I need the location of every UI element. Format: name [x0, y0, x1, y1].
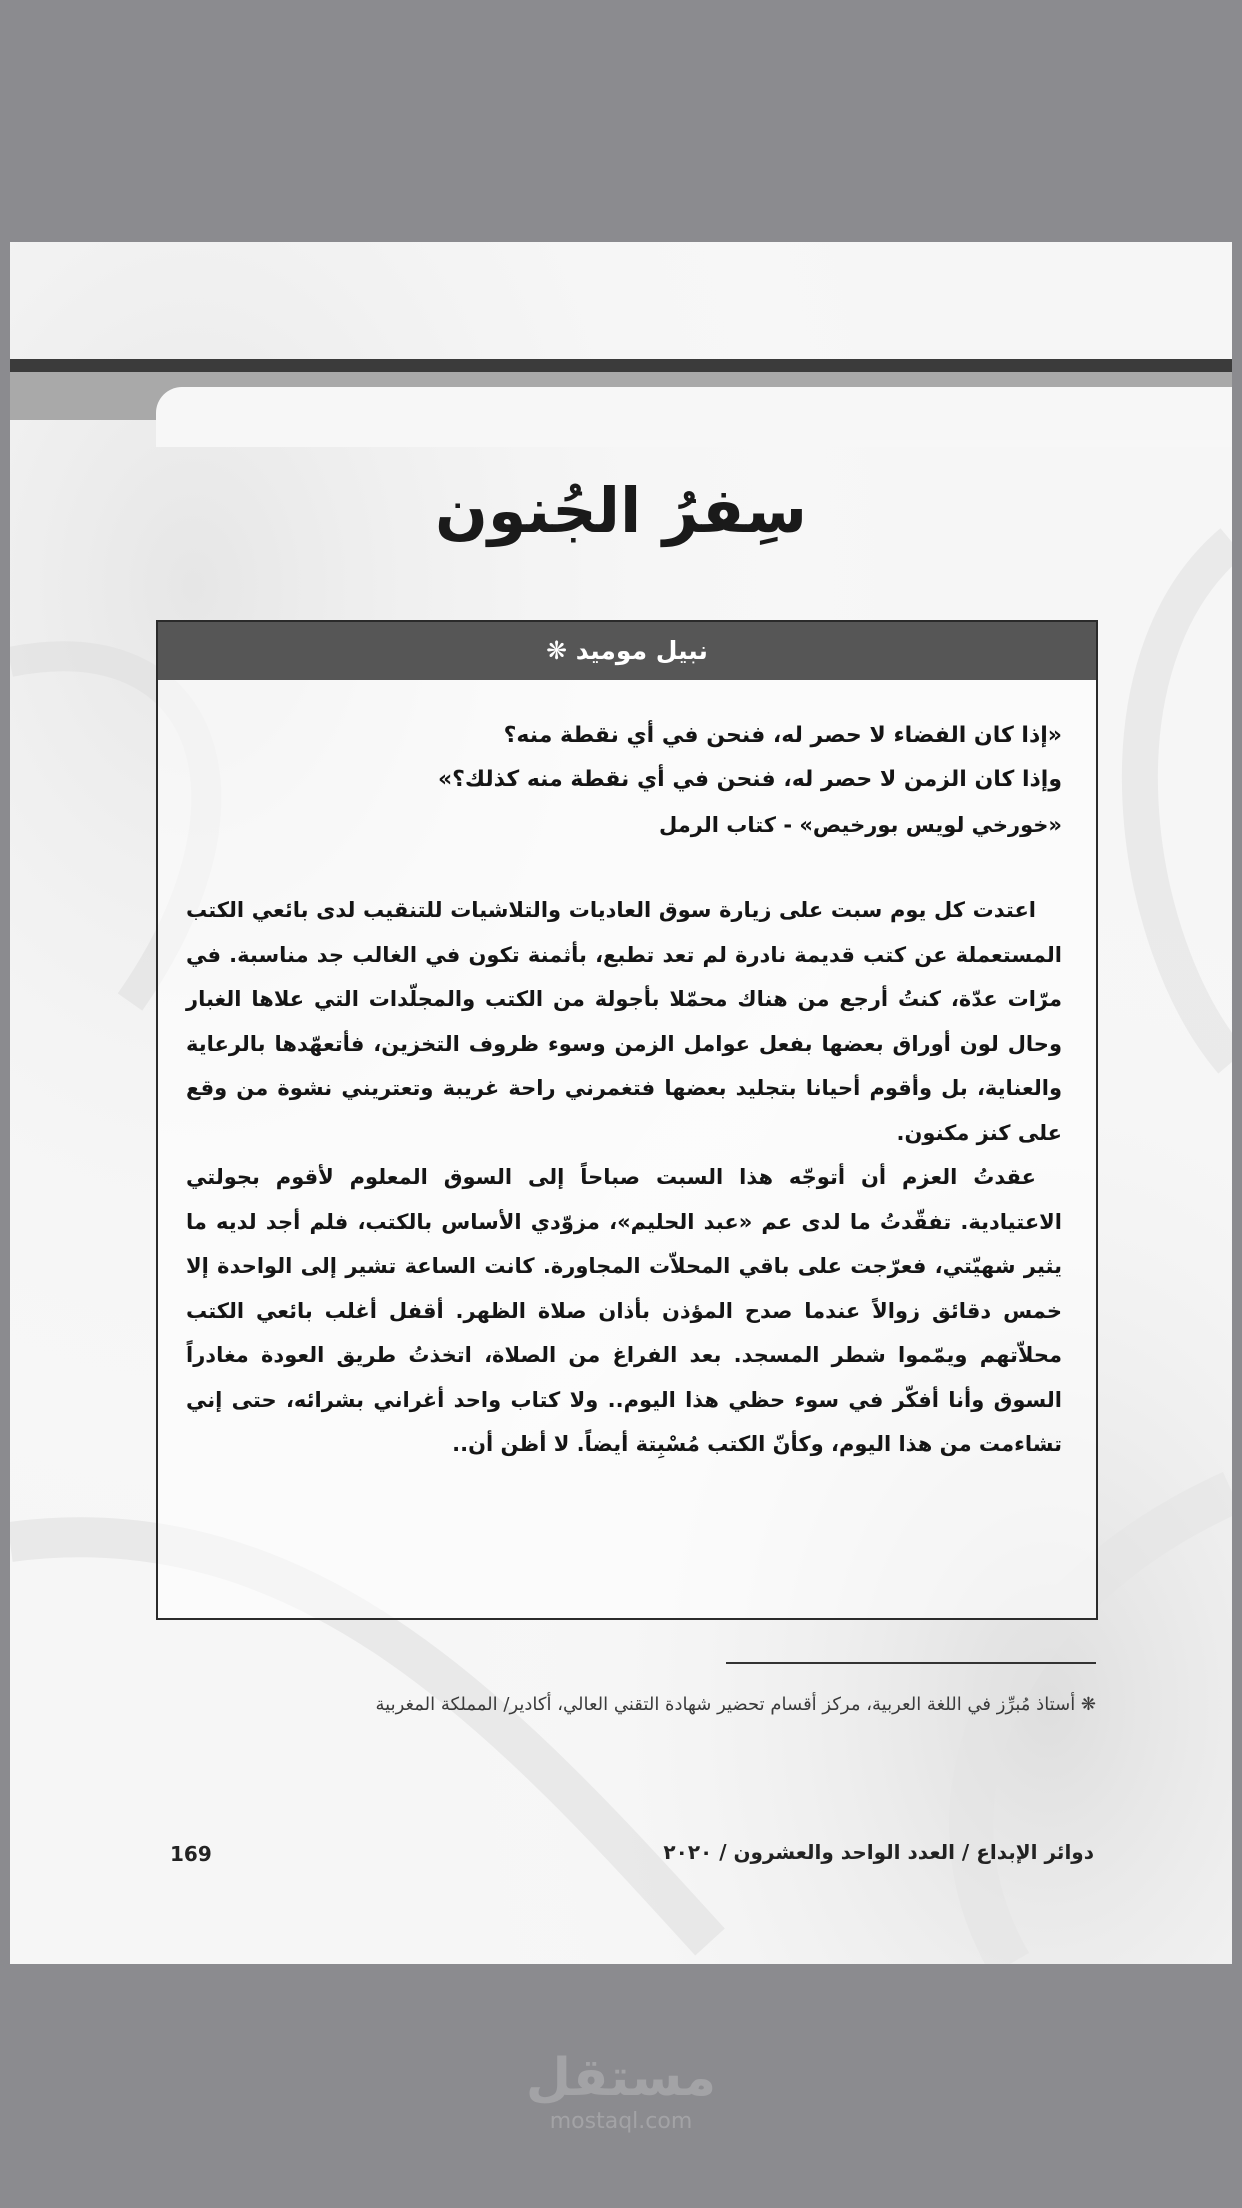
epigraph-line-2: وإذا كان الزمن لا حصر له، فنحن في أي نقطة منه كذلك؟»	[437, 767, 1062, 792]
paragraph-1: اعتدت كل يوم سبت على زيارة سوق العاديات والتلاشيات للتنقيب لدى بائعي الكتب المستعملة عن كتب قديمة نادرة لم تعد تطبع، بأثمنة تكون في الغالب جد مناسبة. في مرّات عدّة، كنتُ أرجع من هناك محمّلا بأجولة من الكتب والمجلّدات التي علاها الغبار وحال لون أوراق بعضها بفعل عوامل الزمن وسوء ظروف التخزين، فأتعهّدها بالرعاية والعناية، بل وأقوم أحيانا بتجليد بعضها فتغمرني راحة غريبة وتعتريني نشوة من وقع على كنز مكنون.	[186, 898, 1062, 1145]
footnote-divider	[726, 1662, 1096, 1664]
top-divider	[10, 359, 1232, 372]
author-name: نبيل موميد ❋	[158, 622, 1096, 680]
article-title: سِفرُ الجُنون	[434, 474, 808, 547]
article-box	[156, 620, 1098, 1620]
journal-info: دوائر الإبداع / العدد الواحد والعشرون / ٢٠٢٠	[663, 1840, 1094, 1864]
watermark-latin: mostaql.com	[549, 2109, 693, 2134]
article-body	[186, 714, 1062, 1467]
epigraph-source: «خورخي لويس بورخيص» - كتاب الرمل	[659, 813, 1062, 837]
paragraph-2: عقدتُ العزم أن أتوجّه هذا السبت صباحاً إلى السوق المعلوم لأقوم بجولتي الاعتيادية. تفقّدتُ ما لدى عم «عبد الحليم»، مزوّدي الأساس بالكتب، فلم أجد لديه ما يثير شهيّتي، فعرّجت على باقي المحلاّت المجاورة. كانت الساعة تشير إلى الواحدة إلا خمس دقائق زوالاً عندما صدح المؤذن بأذان صلاة الظهر. أقفل أغلب بائعي الكتب محلاّتهم ويمّموا شطر المسجد. بعد الفراغ من الصلاة، اتخذتُ طريق العودة مغادراً السوق وأنا أفكّر في سوء حظي هذا اليوم.. ولا كتاب واحد أغراني بشرائه، حتى إني تشاءمت من هذا اليوم، وكأنّ الكتب مُسْبِتة أيضاً. لا أظن أن..	[186, 1165, 1062, 1456]
author-footnote: ❋ أستاذ مُبرِّز في اللغة العربية، مركز أقسام تحضير شهادة التقني العالي، أكادير/ المملكة المغربية	[375, 1694, 1096, 1715]
watermark-arabic: مستقل	[525, 2048, 717, 2108]
magazine-page	[10, 242, 1232, 1964]
watermark	[0, 2048, 1242, 2136]
epigraph-line-1: «إذا كان الفضاء لا حصر له، فنحن في أي نقطة منه؟	[503, 723, 1062, 748]
header-band-tab	[156, 387, 1232, 447]
page-number: 169	[170, 1842, 212, 1866]
